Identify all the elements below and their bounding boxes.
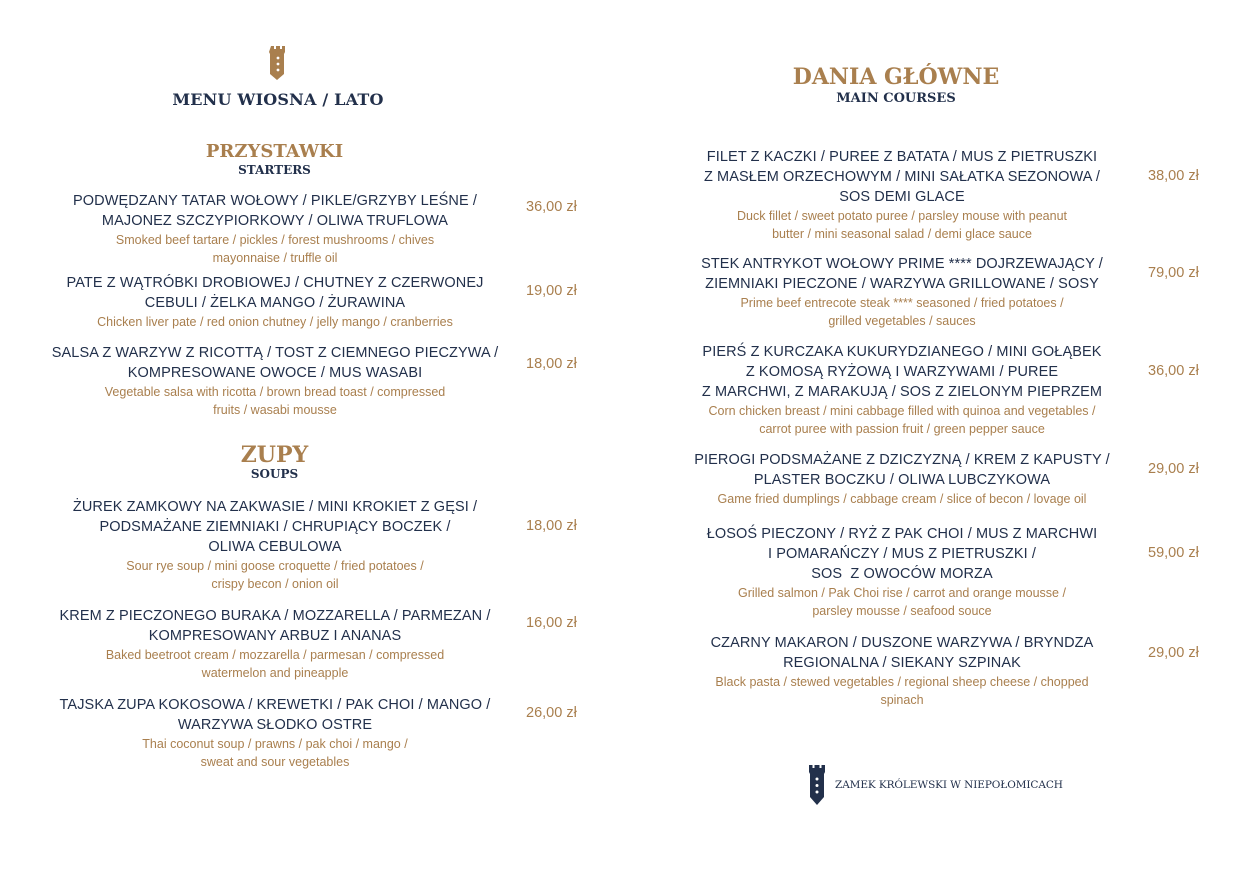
dish-price: 18,00 zł [526,518,577,534]
menu-item-beetroot-cream [28,606,522,682]
dish-name: SALSA Z WARZYW Z RICOTTĄ / TOST Z CIEMNEGO PIECZYWA / KOMPRESOWANE OWOCE / MUS WASABI [51,345,499,381]
dish-name: TAJSKA ZUPA KOKOSOWA / KREWETKI / PAK CHOI / MANGO / WARZYWA SŁODKO OSTRE [59,697,491,733]
dish-name: PIEROGI PODSMAŻANE Z DZICZYZNĄ / KREM Z KAPUSTY / PLASTER BOCZKU / OLIWA LUBCZYKOWA [694,452,1110,488]
menu-item-corn-chicken-breast [650,342,1154,438]
soups-title-pl: ZUPY [240,442,309,468]
soups-heading [0,443,549,481]
mains-title-pl: DANIA GŁÓWNE [792,64,1000,90]
dish-description: Prime beef entrecote steak **** seasoned / fried potatoes / grilled vegetables / sauces [740,296,1064,328]
dish-description: Baked beetroot cream / mozzarella / parmesan / compressed watermelon and pineapple [105,648,445,680]
dish-price: 19,00 zł [526,283,577,299]
castle-tower-icon [808,765,826,805]
dish-name: PIERŚ Z KURCZAKA KUKURYDZIANEGO / MINI GOŁĄBEK Z KOMOSĄ RYŻOWĄ I WARZYWAMI / PUREE Z MARCHWI, Z MARAKUJĄ / SOS Z ZIELONYM PIEPRZEM [701,344,1103,400]
menu-item-duck-fillet [650,147,1154,243]
dish-description: Smoked beef tartare / pickles / forest mushrooms / chives mayonnaise / truffle oil [115,233,435,265]
dish-price: 36,00 zł [526,199,577,215]
dish-price: 79,00 zł [1148,265,1199,281]
dish-name: STEK ANTRYKOT WOŁOWY PRIME **** DOJRZEWAJĄCY / ZIEMNIAKI PIECZONE / WARZYWA GRILLOWANE / SOSY [701,256,1103,292]
dish-price: 38,00 zł [1148,168,1199,184]
menu-item-sour-rye-soup [28,497,522,593]
dish-description: Corn chicken breast / mini cabbage filled with quinoa and vegetables / carrot puree with passion fruit / green pepper sauce [708,404,1096,436]
menu-item-liver-pate [28,273,522,332]
dish-description: Chicken liver pate / red onion chutney / jelly mango / cranberries [97,315,453,329]
dish-name: FILET Z KACZKI / PUREE Z BATATA / MUS Z PIETRUSZKI Z MASŁEM ORZECHOWYM / MINI SAŁATKA SEZONOWA / SOS DEMI GLACE [703,149,1101,205]
dish-description: Sour rye soup / mini goose croquette / fried potatoes / crispy becon / onion oil [126,559,424,591]
menu-item-beef-tartare [28,191,522,267]
mains-title-en: MAIN COURSES [836,91,956,106]
castle-tower-icon [269,46,287,80]
dish-name: CZARNY MAKARON / DUSZONE WARZYWA / BRYNDZA REGIONALNA / SIEKANY SZPINAK [710,635,1094,671]
dish-description: Game fried dumplings / cabbage cream / slice of becon / lovage oil [717,492,1087,506]
soups-title-en: SOUPS [250,467,299,481]
dish-price: 59,00 zł [1148,545,1199,561]
dish-price: 18,00 zł [526,356,577,372]
menu-item-game-dumplings [650,450,1154,509]
menu-title: MENU WIOSNA / LATO [172,90,384,109]
dish-price: 16,00 zł [526,615,577,631]
dish-description: Black pasta / stewed vegetables / regional sheep cheese / chopped spinach [715,675,1089,707]
starters-title-pl: PRZYSTAWKI [205,141,344,162]
mains-heading [640,63,1152,107]
starters-heading [0,141,549,177]
menu-item-black-pasta [650,633,1154,709]
dish-description: Thai coconut soup / prawns / pak choi / mango / sweat and sour vegetables [142,737,408,769]
dish-price: 26,00 zł [526,705,577,721]
dish-name: ŻUREK ZAMKOWY NA ZAKWASIE / MINI KROKIET Z GĘSI / PODSMAŻANE ZIEMNIAKI / CHRUPIĄCY BOCZEK / OLIWA CEBULOWA [72,499,478,555]
dish-description: Vegetable salsa with ricotta / brown bread toast / compressed fruits / wasabi mousse [104,385,446,417]
menu-item-entrecote-steak [650,254,1154,330]
menu-item-vegetable-salsa [28,343,522,419]
dish-price: 29,00 zł [1148,461,1199,477]
dish-name: ŁOSOŚ PIECZONY / RYŻ Z PAK CHOI / MUS Z MARCHWI I POMARAŃCZY / MUS Z PIETRUSZKI / SOS Z OWOCÓW MORZA [706,526,1098,582]
dish-price: 36,00 zł [1148,363,1199,379]
starters-title-en: STARTERS [238,163,311,177]
brand-name: ZAMEK KRÓLEWSKI W NIEPOŁOMICACH [835,779,1063,791]
dish-name: KREM Z PIECZONEGO BURAKA / MOZZARELLA / PARMEZAN / KOMPRESOWANY ARBUZ I ANANAS [59,608,491,644]
dish-description: Duck fillet / sweet potato puree / parsley mouse with peanut butter / mini seasonal salad / demi glace sauce [736,209,1068,241]
dish-name: PATE Z WĄTRÓBKI DROBIOWEJ / CHUTNEY Z CZERWONEJ CEBULI / ŻELKA MANGO / ŻURAWINA [66,275,484,311]
brand-footer [808,765,1063,805]
dish-name: PODWĘDZANY TATAR WOŁOWY / PIKLE/GRZYBY LEŚNE / MAJONEZ SZCZYPIORKOWY / OLIWA TRUFLOWA [73,193,477,229]
dish-description: Grilled salmon / Pak Choi rise / carrot and orange mousse / parsley mousse / seafood souce [738,586,1066,618]
menu-item-thai-coconut-soup [28,695,522,771]
menu-item-baked-salmon [650,524,1154,620]
dish-price: 29,00 zł [1148,645,1199,661]
